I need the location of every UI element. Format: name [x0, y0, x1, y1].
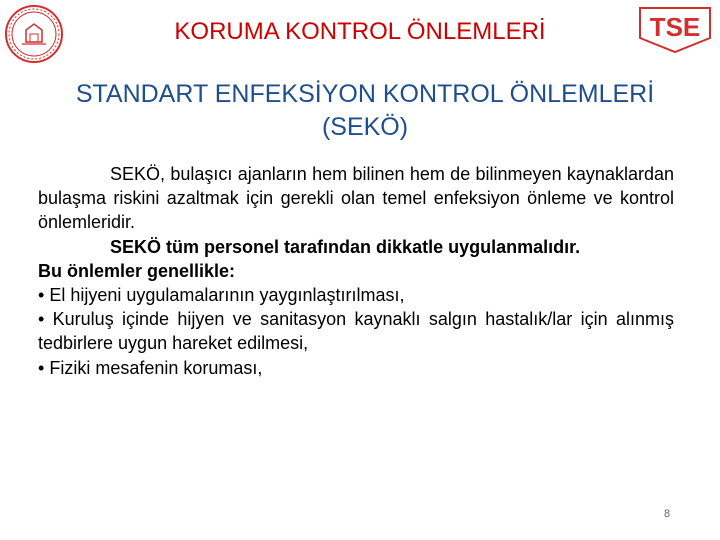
list-item-text: Kuruluş içinde hijyen ve sanitasyon kaynaklı salgın hastalık/lar için alınmış tedbirlere uygun hareket edilmesi, — [38, 309, 674, 354]
list-item — [38, 356, 674, 380]
header-title: KORUMA KONTROL ÖNLEMLERİ — [174, 18, 546, 45]
definition-paragraph: SEKÖ, bulaşıcı ajanların hem bilinen hem de bilinmeyen kaynaklardan bulaşma riskini azaltmak için gerekli olan temel enfeksiyon önleme ve kontrol önlemleridir. — [38, 164, 674, 233]
bullet-icon: • — [38, 309, 45, 330]
list-item-text: Fiziki mesafenin koruması, — [49, 357, 263, 378]
list-item-text: El hijyeni uygulamalarının yaygınlaştırılması, — [49, 285, 405, 306]
bullet-icon: • — [38, 285, 45, 306]
emphasis-paragraph: SEKÖ tüm personel tarafından dikkatle uygulanmalıdır. — [110, 236, 581, 257]
tse-logo-text: TSE — [649, 12, 701, 42]
subtitle-line-2: (SEKÖ) — [321, 113, 409, 141]
page-number: 8 — [664, 508, 671, 520]
list-item — [38, 283, 674, 307]
slide-subtitle — [40, 78, 690, 144]
bullet-icon: • — [38, 357, 45, 378]
list-item — [38, 307, 674, 355]
list-heading: Bu önlemler genellikle: — [38, 260, 236, 281]
subtitle-line-1: STANDART ENFEKSİYON KONTROL ÖNLEMLERİ — [75, 80, 655, 108]
slide-body — [38, 162, 674, 380]
